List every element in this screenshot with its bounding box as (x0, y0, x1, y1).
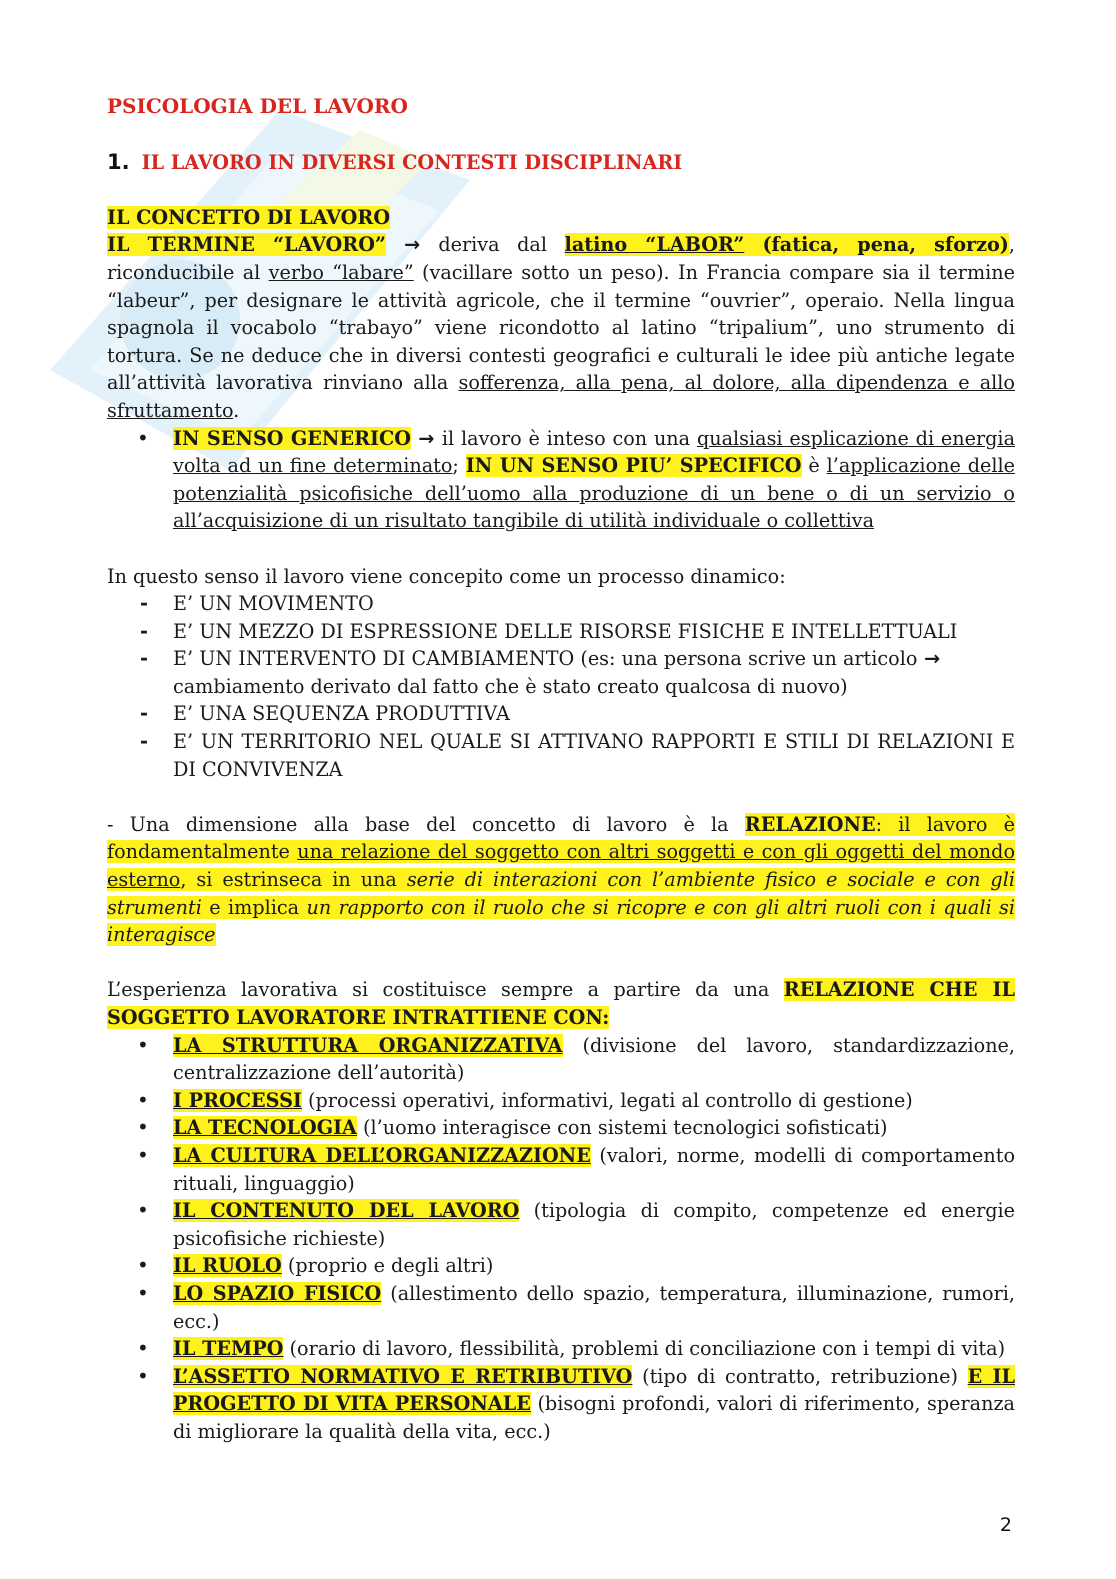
section-number: 1. (107, 149, 130, 174)
definition-list (107, 425, 1015, 535)
term-highlight: IL TERMINE “LAVORO” (107, 233, 386, 257)
list-item: • IL TEMPO (orario di lavoro, flessibilità, problemi di conciliazione con i tempi di vita) (107, 1335, 1015, 1363)
list-item: • IL CONTENUTO DEL LAVORO (tipologia di compito, competenze ed energie psicofisiche richieste) (107, 1197, 1015, 1252)
process-list (107, 590, 1015, 783)
list-item: - E’ UNA SEQUENZA PRODUTTIVA (107, 700, 1015, 728)
section-title: IL LAVORO IN DIVERSI CONTESTI DISCIPLINARI (141, 150, 683, 174)
list-item: • LA TECNOLOGIA (l’uomo interagisce con sistemi tecnologici sofisticati) (107, 1114, 1015, 1142)
process-intro: In questo senso il lavoro viene concepito come un processo dinamico: (107, 564, 786, 588)
document-body (107, 93, 1015, 1446)
list-item: - E’ UN MOVIMENTO (107, 590, 1015, 618)
list-item: • IN SENSO GENERICO → il lavoro è inteso con una qualsiasi esplicazione di energia volta ad un fine determinato; IN UN SENSO PIU’ SPECIFICO è l’applicazione delle potenzialità psicofisiche dell’uomo alla produzione di un bene o di un servizio o all’acquisizione di un risultato tangibile di utilità individuale o collettiva (107, 425, 1015, 535)
arrow-icon: → (917, 647, 941, 671)
relation-paragraph: - Una dimensione alla base del concetto di lavoro è la RELAZIONE: il lavoro è fondamentalmente una relazione del soggetto con altri soggetti e con gli oggetti del mondo esterno, si estrinseca in una serie di interazioni con l’ambiente fisico e sociale e con gli strumenti e implica un rapporto con il ruolo che si ricopre e con gli altri ruoli con i quali si interagisce (107, 812, 1016, 947)
section-heading (107, 149, 1015, 177)
list-item: - E’ UN MEZZO DI ESPRESSIONE DELLE RISORSE FISICHE E INTELLETTUALI (107, 618, 1015, 646)
arrow-icon: → (385, 233, 439, 257)
concept-heading: IL CONCETTO DI LAVORO (107, 205, 391, 229)
experience-paragraph: L’esperienza lavorativa si costituisce sempre a partire da una RELAZIONE CHE IL SOGGETTO LAVORATORE INTRATTIENE CON: (107, 978, 1015, 1029)
list-item: • LO SPAZIO FISICO (allestimento dello spazio, temperatura, illuminazione, rumori, ecc.) (107, 1280, 1015, 1335)
concept-paragraph: IL TERMINE “LAVORO” → deriva dal latino “LABOR” (fatica, pena, sforzo), riconducibile al verbo “labare” (vacillare sotto un peso). In Francia compare sia il termine “labeur”, per designare le attività agricole, che il termine “ouvrier”, operaio. Nella lingua spagnola il vocabolo “trabayo” viene ricondotto al latino “tripalium”, uno strumento di tortura. Se ne deduce che in diversi contesti geografici e culturali le idee più antiche legate all’attività lavorativa rinviano alla sofferenza, alla pena, al dolore, alla dipendenza e allo sfruttamento. (107, 233, 1015, 422)
list-item: - E’ UN INTERVENTO DI CAMBIAMENTO (es: una persona scrive un articolo → cambiamento derivato dal fatto che è stato creato qualcosa di nuovo) (107, 645, 1015, 700)
list-item: • LA CULTURA DELL’ORGANIZZAZIONE (valori, norme, modelli di comportamento rituali, linguaggio) (107, 1142, 1015, 1197)
list-item: • IL RUOLO (proprio e degli altri) (107, 1252, 1015, 1280)
page-number: 2 (999, 1514, 1012, 1536)
list-item: - E’ UN TERRITORIO NEL QUALE SI ATTIVANO RAPPORTI E STILI DI RELAZIONI E DI CONVIVENZA (107, 728, 1015, 783)
list-item: • LA STRUTTURA ORGANIZZATIVA (divisione del lavoro, standardizzazione, centralizzazione dell’autorità) (107, 1032, 1015, 1087)
list-item: • I PROCESSI (processi operativi, informativi, legati al controllo di gestione) (107, 1087, 1015, 1115)
page-title: PSICOLOGIA DEL LAVORO (107, 94, 408, 118)
arrow-icon: → (411, 426, 442, 450)
latin-highlight: latino “LABOR” (fatica, pena, sforzo) (564, 233, 1009, 257)
relation-list (107, 1032, 1015, 1446)
list-item: • L’ASSETTO NORMATIVO E RETRIBUTIVO (tipo di contratto, retribuzione) E IL PROGETTO DI VITA PERSONALE (bisogni profondi, valori di riferimento, speranza di migliorare la qualità della vita, ecc.) (107, 1363, 1015, 1446)
